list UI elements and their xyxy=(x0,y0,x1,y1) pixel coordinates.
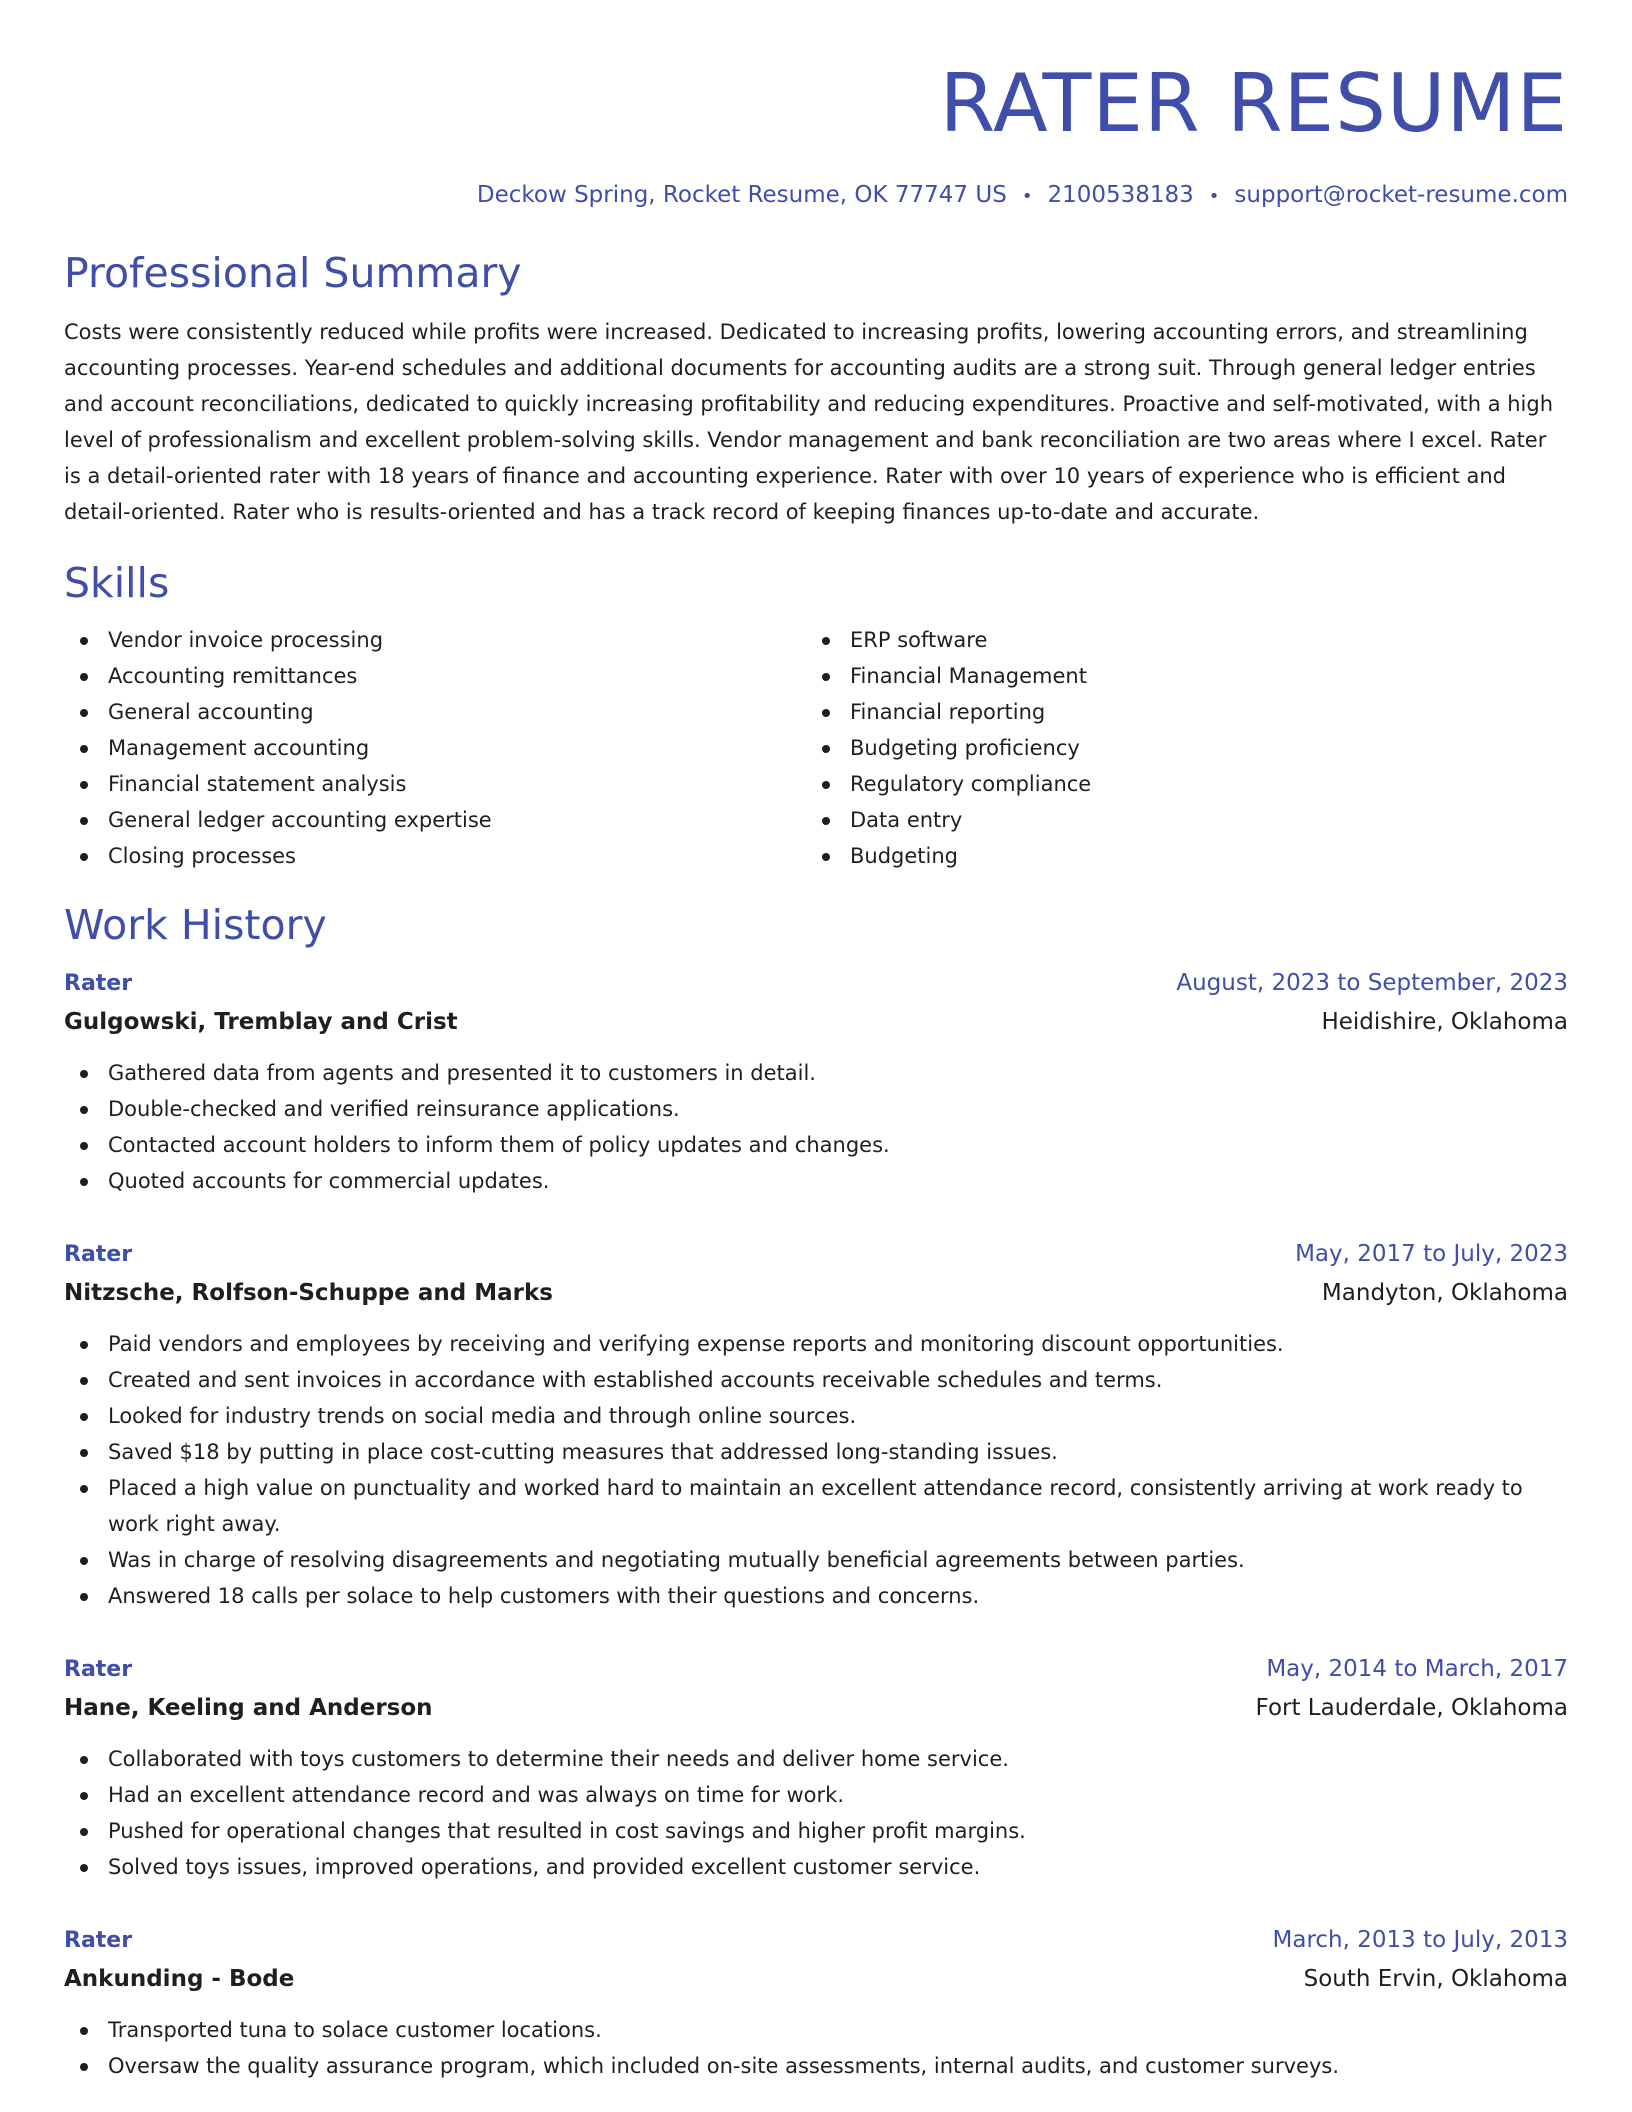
bullet-icon xyxy=(80,853,88,861)
work-history-heading: Work History xyxy=(64,901,327,949)
list-item xyxy=(64,802,806,838)
job-location: Fort Lauderdale, Oklahoma xyxy=(1255,1695,1568,1721)
bullet-icon xyxy=(80,1449,88,1457)
bullet-icon xyxy=(80,2063,88,2071)
job-entry xyxy=(64,964,1568,1199)
list-item-text: Was in charge of resolving disagreements and negotiating mutually beneficial agreements between parties. xyxy=(108,1548,1245,1572)
bullet-icon xyxy=(80,1106,88,1114)
job-bullets xyxy=(64,1741,1568,1885)
list-item xyxy=(806,658,1548,694)
list-item-text: ERP software xyxy=(850,628,988,652)
list-item xyxy=(64,1398,1568,1434)
job-title-row xyxy=(64,1921,1568,1960)
list-item xyxy=(806,766,1548,802)
job-location: Mandyton, Oklahoma xyxy=(1321,1280,1568,1306)
list-item-text: Budgeting proficiency xyxy=(850,736,1080,760)
bullet-icon xyxy=(80,1377,88,1385)
bullet-icon xyxy=(80,637,88,645)
list-item xyxy=(64,1578,1568,1614)
list-item-text: Financial Management xyxy=(850,664,1087,688)
bullet-icon xyxy=(80,1485,88,1493)
list-item-text: General ledger accounting expertise xyxy=(108,808,492,832)
job-bullets xyxy=(64,1326,1568,1614)
list-item-text: Solved toys issues, improved operations, and provided excellent customer service. xyxy=(108,1855,981,1879)
resume-page xyxy=(64,0,1568,2084)
job-company-row xyxy=(64,1960,1568,1998)
list-item xyxy=(64,1741,1568,1777)
contact-address: Deckow Spring, Rocket Resume, OK 77747 US xyxy=(476,182,1007,208)
list-item-text: Regulatory compliance xyxy=(850,772,1092,796)
list-item xyxy=(64,2048,1568,2084)
job-bullets xyxy=(64,2012,1568,2084)
list-item xyxy=(64,622,806,658)
list-item-text: Placed a high value on punctuality and worked hard to maintain an excellent attendance record, consistently arriving at work ready to work right away. xyxy=(108,1476,1523,1536)
job-entry xyxy=(64,1235,1568,1614)
job-company: Nitzsche, Rolfson-Schuppe and Marks xyxy=(64,1280,553,1306)
list-item-text: General accounting xyxy=(108,700,314,724)
list-item xyxy=(64,1777,1568,1813)
job-company: Gulgowski, Tremblay and Crist xyxy=(64,1009,458,1035)
bullet-icon xyxy=(80,1142,88,1150)
bullet-icon xyxy=(80,2027,88,2035)
bullet-icon xyxy=(80,1756,88,1764)
bullet-icon xyxy=(822,781,830,789)
list-item-text: Saved $18 by putting in place cost-cutting measures that addressed long-standing issues. xyxy=(108,1440,1058,1464)
bullet-icon xyxy=(80,1178,88,1186)
skills-heading: Skills xyxy=(64,559,170,607)
contact-line xyxy=(64,180,1568,212)
list-item xyxy=(64,1055,1568,1091)
skills-right-column xyxy=(806,622,1548,874)
bullet-icon xyxy=(80,673,88,681)
list-item xyxy=(64,730,806,766)
contact-separator: • xyxy=(1021,186,1033,207)
job-location: Heidishire, Oklahoma xyxy=(1321,1009,1568,1035)
summary-heading: Professional Summary xyxy=(64,249,522,297)
list-item-text: Financial reporting xyxy=(850,700,1046,724)
list-item-text: Pushed for operational changes that resulted in cost savings and higher profit margins. xyxy=(108,1819,1026,1843)
list-item xyxy=(64,766,806,802)
job-entry xyxy=(64,1650,1568,1885)
list-item xyxy=(64,1813,1568,1849)
job-company-row xyxy=(64,1689,1568,1727)
work-history-list xyxy=(64,964,1568,2084)
list-item xyxy=(806,694,1548,730)
bullet-icon xyxy=(80,781,88,789)
bullet-icon xyxy=(80,1864,88,1872)
list-item xyxy=(64,658,806,694)
job-title-row xyxy=(64,964,1568,1003)
list-item-text: Closing processes xyxy=(108,844,296,868)
list-item xyxy=(64,1127,1568,1163)
list-item-text: Double-checked and verified reinsurance applications. xyxy=(108,1097,680,1121)
list-item-text: Accounting remittances xyxy=(108,664,358,688)
list-item-text: Financial statement analysis xyxy=(108,772,407,796)
job-title-row xyxy=(64,1650,1568,1689)
list-item-text: Looked for industry trends on social media and through online sources. xyxy=(108,1404,857,1428)
list-item-text: Data entry xyxy=(850,808,963,832)
summary-text: Costs were consistently reduced while profits were increased. Dedicated to increasing profits, lowering accounting errors, and streamlining accounting processes. Year-end schedules and additional documents for accounting audits are a strong suit. Through general ledger entries and account reconciliations, dedicated to quickly increasing profitability and reducing expenditures. Proactive and self-motivated, with a high level of professionalism and excellent problem-solving skills. Vendor management and bank reconciliation are two areas where I excel. Rater is a detail-oriented rater with 18 years of finance and accounting experience. Rater with over 10 years of experience who is efficient and detail-oriented. Rater who is results-oriented and has a track record of keeping finances up-to-date and accurate. xyxy=(64,320,1554,524)
job-company-row xyxy=(64,1003,1568,1041)
bullet-icon xyxy=(822,709,830,717)
bullet-icon xyxy=(80,1593,88,1601)
list-item xyxy=(64,1542,1568,1578)
list-item-text: Budgeting xyxy=(850,844,959,868)
job-company: Hane, Keeling and Anderson xyxy=(64,1695,433,1721)
list-item xyxy=(64,1470,1568,1542)
bullet-icon xyxy=(80,709,88,717)
list-item xyxy=(806,838,1548,874)
list-item-text: Oversaw the quality assurance program, which included on-site assessments, internal audits, and customer surveys. xyxy=(108,2054,1340,2078)
job-title: Rater xyxy=(64,971,133,996)
skills-left-column xyxy=(64,622,806,874)
list-item-text: Gathered data from agents and presented it to customers in detail. xyxy=(108,1061,816,1085)
list-item xyxy=(64,694,806,730)
bullet-icon xyxy=(822,673,830,681)
list-item-text: Contacted account holders to inform them of policy updates and changes. xyxy=(108,1133,890,1157)
list-item xyxy=(806,802,1548,838)
bullet-icon xyxy=(822,817,830,825)
job-company: Ankunding - Bode xyxy=(64,1966,295,1992)
list-item-text: Management accounting xyxy=(108,736,370,760)
bullet-icon xyxy=(80,1828,88,1836)
job-location: South Ervin, Oklahoma xyxy=(1303,1966,1568,1992)
job-dates: August, 2023 to September, 2023 xyxy=(1176,970,1568,996)
bullet-icon xyxy=(80,1792,88,1800)
list-item xyxy=(64,1326,1568,1362)
list-item xyxy=(64,1163,1568,1199)
bullet-icon xyxy=(80,1341,88,1349)
job-dates: May, 2014 to March, 2017 xyxy=(1266,1656,1568,1682)
job-entry xyxy=(64,1921,1568,2084)
list-item-text: Quoted accounts for commercial updates. xyxy=(108,1169,550,1193)
list-item-text: Had an excellent attendance record and was always on time for work. xyxy=(108,1783,845,1807)
list-item xyxy=(64,1091,1568,1127)
contact-phone: 2100538183 xyxy=(1047,182,1194,208)
list-item xyxy=(64,2012,1568,2048)
list-item-text: Vendor invoice processing xyxy=(108,628,384,652)
list-item xyxy=(64,838,806,874)
skills-columns xyxy=(64,622,1568,874)
contact-separator: • xyxy=(1208,186,1220,207)
list-item xyxy=(64,1849,1568,1885)
job-company-row xyxy=(64,1274,1568,1312)
bullet-icon xyxy=(822,745,830,753)
job-bullets xyxy=(64,1055,1568,1199)
job-dates: May, 2017 to July, 2023 xyxy=(1295,1241,1568,1267)
list-item xyxy=(64,1362,1568,1398)
list-item-text: Collaborated with toys customers to determine their needs and deliver home service. xyxy=(108,1747,1009,1771)
bullet-icon xyxy=(80,745,88,753)
list-item-text: Answered 18 calls per solace to help customers with their questions and concerns. xyxy=(108,1584,980,1608)
list-item-text: Paid vendors and employees by receiving and verifying expense reports and monitoring discount opportunities. xyxy=(108,1332,1284,1356)
list-item xyxy=(806,622,1548,658)
list-item-text: Created and sent invoices in accordance with established accounts receivable schedules and terms. xyxy=(108,1368,1163,1392)
job-dates: March, 2013 to July, 2013 xyxy=(1272,1927,1568,1953)
job-title: Rater xyxy=(64,1657,133,1682)
bullet-icon xyxy=(80,1557,88,1565)
bullet-icon xyxy=(80,1413,88,1421)
bullet-icon xyxy=(80,817,88,825)
job-title: Rater xyxy=(64,1242,133,1267)
bullet-icon xyxy=(80,1070,88,1078)
list-item-text: Transported tuna to solace customer locations. xyxy=(108,2018,602,2042)
bullet-icon xyxy=(822,637,830,645)
bullet-icon xyxy=(822,853,830,861)
job-title: Rater xyxy=(64,1928,133,1953)
list-item xyxy=(806,730,1548,766)
contact-email[interactable]: support@rocket-resume.com xyxy=(1234,182,1568,208)
job-title-row xyxy=(64,1235,1568,1274)
resume-name: RATER RESUME xyxy=(939,57,1568,150)
list-item xyxy=(64,1434,1568,1470)
